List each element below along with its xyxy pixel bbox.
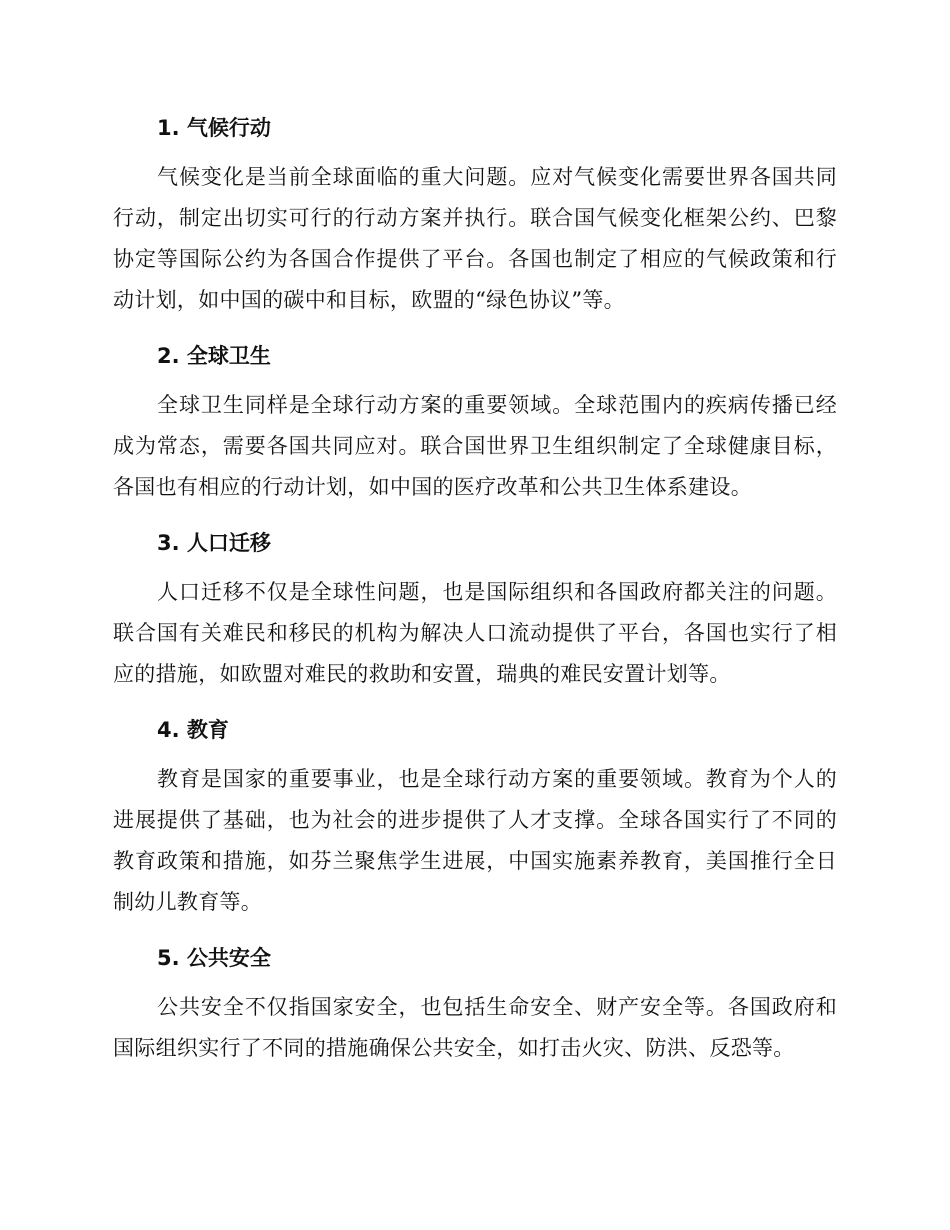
section-paragraph: 人口迁移不仅是全球性问题，也是国际组织和各国政府都关注的问题。联合国有关难民和移民的机构为解决人口流动提供了平台，各国也实行了相应的措施，如欧盟对难民的救助和安置，瑞典的难民安置计划等。 bbox=[113, 580, 837, 686]
section-heading: 4. 教育 bbox=[157, 718, 229, 742]
section-heading: 2. 全球卫生 bbox=[157, 344, 271, 368]
section-heading: 1. 气候行动 bbox=[157, 116, 271, 140]
section-heading: 3. 人口迁移 bbox=[157, 531, 271, 555]
section-migration bbox=[113, 528, 837, 695]
section-paragraph: 教育是国家的重要事业，也是全球行动方案的重要领域。教育为个人的进展提供了基础，也为社会的进步提供了人才支撑。全球各国实行了不同的教育政策和措施，如芬兰聚焦学生进展，中国实施素养教育，美国推行全日制幼儿教育等。 bbox=[113, 767, 837, 914]
section-paragraph: 全球卫生同样是全球行动方案的重要领域。全球范围内的疾病传播已经成为常态，需要各国共同应对。联合国世界卫生组织制定了全球健康目标，各国也有相应的行动计划，如中国的医疗改革和公共卫生体系建设。 bbox=[113, 393, 837, 499]
section-public-safety bbox=[113, 943, 837, 1069]
section-paragraph: 气候变化是当前全球面临的重大问题。应对气候变化需要世界各国共同行动，制定出切实可行的行动方案并执行。联合国气候变化框架公约、巴黎协定等国际公约为各国合作提供了平台。各国也制定了相应的气候政策和行动计划，如中国的碳中和目标，欧盟的“绿色协议”等。 bbox=[113, 165, 837, 312]
section-climate-action bbox=[113, 113, 837, 321]
section-heading: 5. 公共安全 bbox=[157, 946, 271, 970]
section-paragraph: 公共安全不仅指国家安全，也包括生命安全、财产安全等。各国政府和国际组织实行了不同的措施确保公共安全，如打击火灾、防洪、反恐等。 bbox=[113, 995, 837, 1060]
section-global-health bbox=[113, 341, 837, 508]
section-education bbox=[113, 715, 837, 923]
